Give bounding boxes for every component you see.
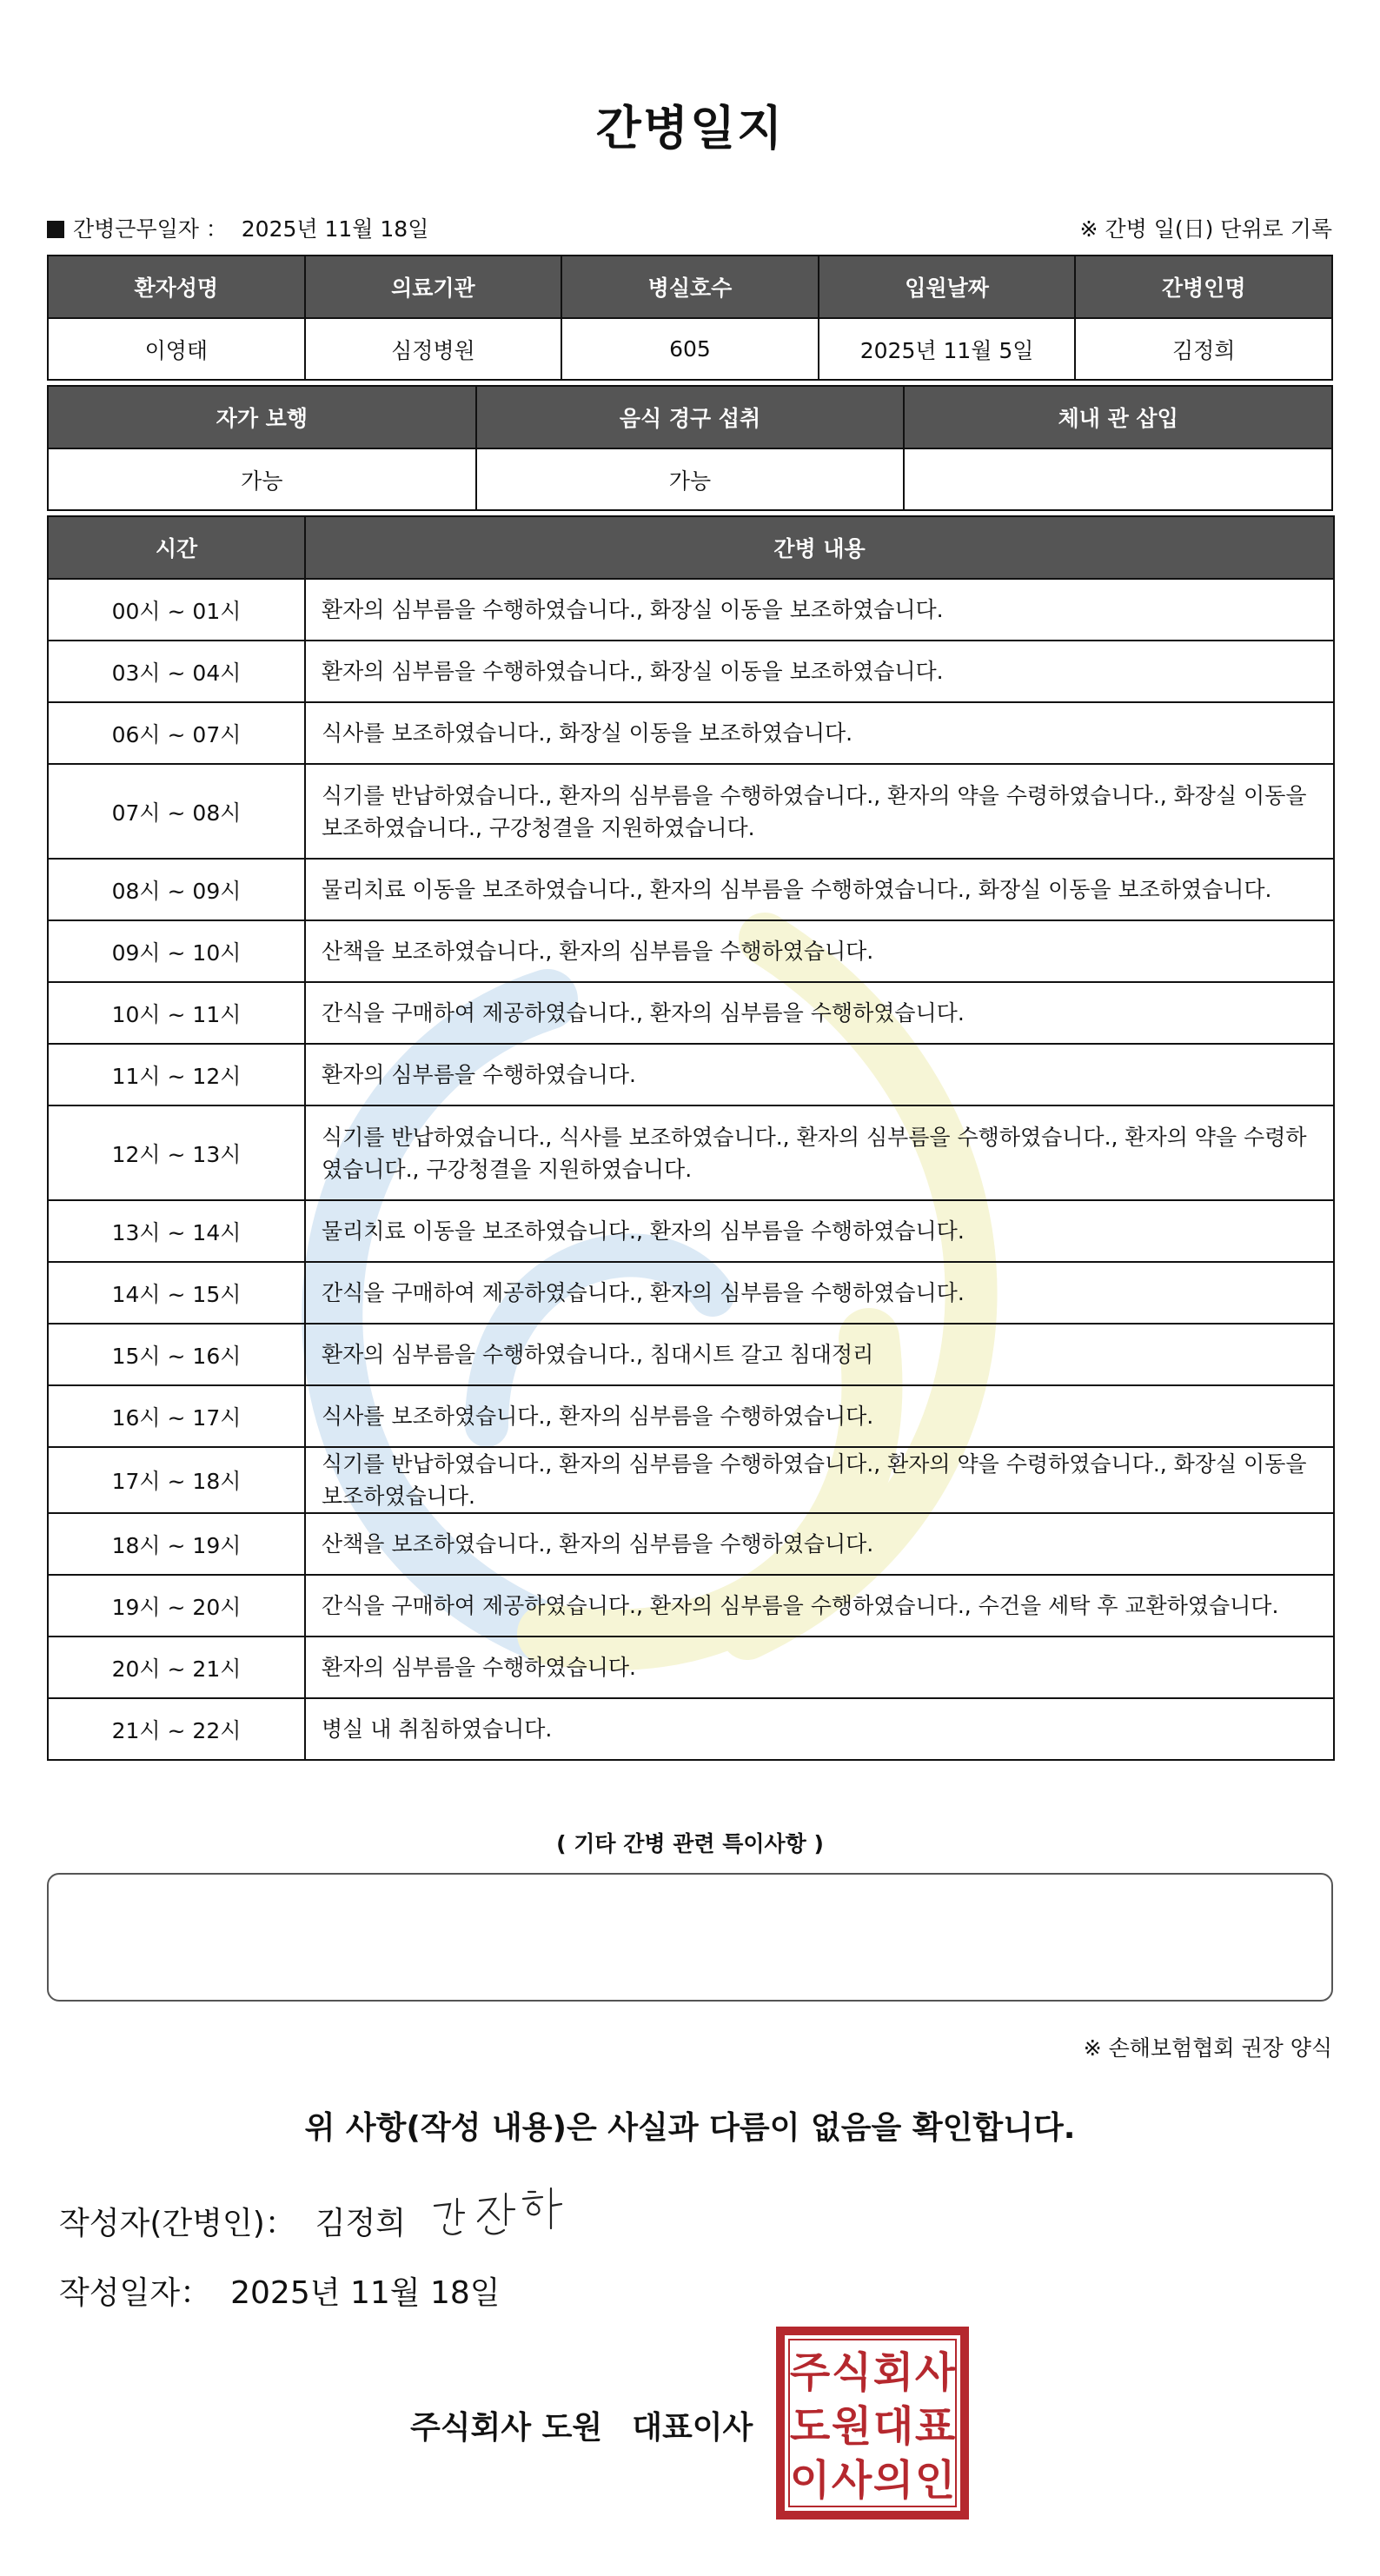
header-patient-name: 환자성명 [48,256,305,318]
log-time: 08시 ~ 09시 [48,859,305,920]
association-note: ※ 손해보험협회 권장 양식 [1083,2035,1332,2061]
room-number: 605 [561,318,819,380]
write-date-line [59,2268,501,2313]
log-time: 06시 ~ 07시 [48,702,305,764]
patient-status-table [47,385,1333,511]
log-content: 산책을 보조하였습니다., 환자의 심부름을 수행하였습니다. [305,920,1334,982]
care-log-row [48,641,1334,702]
log-content: 환자의 심부름을 수행하였습니다. [305,1044,1334,1105]
work-date-line [47,212,428,243]
care-log-row [48,1637,1334,1698]
header-walking: 자가 보행 [48,386,476,448]
log-time: 09시 ~ 10시 [48,920,305,982]
work-date-label: 간병근무일자 ： [73,216,228,242]
seal-character: 사 [914,2348,956,2397]
care-log-row [48,1513,1334,1575]
header-admission-date: 입원날짜 [819,256,1076,318]
seal-character: 원 [831,2402,872,2451]
care-log-row [48,1575,1334,1637]
log-content: 물리치료 이동을 보조하였습니다., 환자의 심부름을 수행하였습니다., 화장실 이동을 보조하였습니다. [305,859,1334,920]
company-role: 대표이사 [632,2410,753,2446]
log-content: 식사를 보조하였습니다., 환자의 심부름을 수행하였습니다. [305,1385,1334,1447]
log-time: 00시 ~ 01시 [48,579,305,641]
oral-intake-status: 가능 [476,448,905,510]
header-time: 시간 [48,516,305,579]
admission-date: 2025년 11월 5일 [819,318,1076,380]
company-line [410,2403,753,2447]
log-content: 산책을 보조하였습니다., 환자의 심부름을 수행하였습니다. [305,1513,1334,1575]
header-hospital: 의료기관 [305,256,562,318]
status-header-row [48,386,1332,448]
log-content: 식기를 반납하였습니다., 환자의 심부름을 수행하였습니다., 환자의 약을 수령하였습니다., 화장실 이동을 보조하였습니다. [305,1447,1334,1513]
log-content: 환자의 심부름을 수행하였습니다. [305,1637,1334,1698]
care-log-table [47,515,1335,1761]
care-log-row [48,1105,1334,1200]
log-time: 18시 ~ 19시 [48,1513,305,1575]
seal-character: 표 [914,2402,956,2451]
page-title: 간병일지 [595,101,785,156]
log-content: 환자의 심부름을 수행하였습니다., 화장실 이동을 보조하였습니다. [305,641,1334,702]
company-seal [775,2326,970,2520]
header-oral-intake: 음식 경구 섭취 [476,386,905,448]
writer-label: 작성자(간병인)： [59,2206,296,2241]
care-log-row [48,1385,1334,1447]
unit-note: ※ 간병 일(日) 단위로 기록 [1079,216,1332,242]
log-content: 병실 내 취침하였습니다. [305,1698,1334,1760]
care-log-row [48,1447,1334,1513]
company-name: 주식회사 도원 [410,2410,603,2446]
log-time: 11시 ~ 12시 [48,1044,305,1105]
care-log-row [48,1200,1334,1262]
tube-status [904,448,1332,510]
square-bullet-icon [47,221,64,238]
log-time: 17시 ~ 18시 [48,1447,305,1513]
write-date: 2025년 11월 18일 [230,2275,501,2311]
caregiver-name: 김정희 [1075,318,1332,380]
care-log-row [48,1698,1334,1760]
write-date-label: 작성일자： [59,2275,212,2311]
seal-character: 인 [914,2456,956,2505]
log-time: 15시 ~ 16시 [48,1324,305,1385]
care-log-row [48,1044,1334,1105]
log-content: 간식을 구매하여 제공하였습니다., 환자의 심부름을 수행하였습니다., 수건을 세탁 후 교환하였습니다. [305,1575,1334,1637]
log-time: 07시 ~ 08시 [48,764,305,859]
log-content: 물리치료 이동을 보조하였습니다., 환자의 심부름을 수행하였습니다. [305,1200,1334,1262]
log-content: 환자의 심부름을 수행하였습니다., 침대시트 갈고 침대정리 [305,1324,1334,1385]
header-tube: 체내 관 삽입 [904,386,1332,448]
seal-character: 이 [789,2456,831,2505]
care-log-row [48,982,1334,1044]
seal-character: 의 [872,2456,914,2505]
log-time: 20시 ~ 21시 [48,1637,305,1698]
care-log-rows [48,579,1334,1760]
hospital: 심정병원 [305,318,562,380]
log-content: 식기를 반납하였습니다., 환자의 심부름을 수행하였습니다., 환자의 약을 수령하였습니다., 화장실 이동을 보조하였습니다., 구강청결을 지원하였습니다. [305,764,1334,859]
header-caregiver: 간병인명 [1075,256,1332,318]
care-log-row [48,1324,1334,1385]
log-time: 14시 ~ 15시 [48,1262,305,1324]
header-content: 간병 내용 [305,516,1334,579]
care-log-row [48,764,1334,859]
log-time: 21시 ~ 22시 [48,1698,305,1760]
care-log-row [48,579,1334,641]
log-content: 식사를 보조하였습니다., 화장실 이동을 보조하였습니다. [305,702,1334,764]
seal-character: 사 [831,2456,872,2505]
log-time: 13시 ~ 14시 [48,1200,305,1262]
log-content: 환자의 심부름을 수행하였습니다., 화장실 이동을 보조하였습니다. [305,579,1334,641]
log-time: 10시 ~ 11시 [48,982,305,1044]
log-time: 03시 ~ 04시 [48,641,305,702]
care-log-header-row [48,516,1334,579]
remarks-title: ( 기타 간병 관련 특이사항 ) [556,1831,824,1856]
patient-info-value-row [48,318,1332,380]
seal-character: 대 [872,2402,914,2451]
confirmation-statement: 위 사항(작성 내용)은 사실과 다름이 없음을 확인합니다. [304,2110,1076,2146]
care-log-row [48,1262,1334,1324]
patient-info-table [47,255,1333,381]
log-time: 19시 ~ 20시 [48,1575,305,1637]
seal-character: 도 [789,2402,831,2451]
header-room: 병실호수 [561,256,819,318]
patient-info-header-row [48,256,1332,318]
care-log-row [48,920,1334,982]
log-content: 간식을 구매하여 제공하였습니다., 환자의 심부름을 수행하였습니다. [305,982,1334,1044]
log-content: 식기를 반납하였습니다., 식사를 보조하였습니다., 환자의 심부름을 수행하였습니다., 환자의 약을 수령하였습니다., 구강청결을 지원하였습니다. [305,1105,1334,1200]
care-log-row [48,859,1334,920]
seal-character: 식 [831,2348,872,2397]
log-time: 12시 ~ 13시 [48,1105,305,1200]
status-value-row [48,448,1332,510]
seal-character: 회 [872,2348,914,2397]
patient-name: 이영태 [48,318,305,380]
signature-image [426,2180,574,2249]
log-content: 간식을 구매하여 제공하였습니다., 환자의 심부름을 수행하였습니다. [305,1262,1334,1324]
writer-name: 김정희 [315,2206,407,2241]
writer-line [59,2199,406,2243]
log-time: 16시 ~ 17시 [48,1385,305,1447]
remarks-box [47,1873,1333,2002]
seal-character: 주 [789,2348,831,2397]
care-log-row [48,702,1334,764]
walking-status: 가능 [48,448,476,510]
work-date: 2025년 11월 18일 [241,216,429,242]
